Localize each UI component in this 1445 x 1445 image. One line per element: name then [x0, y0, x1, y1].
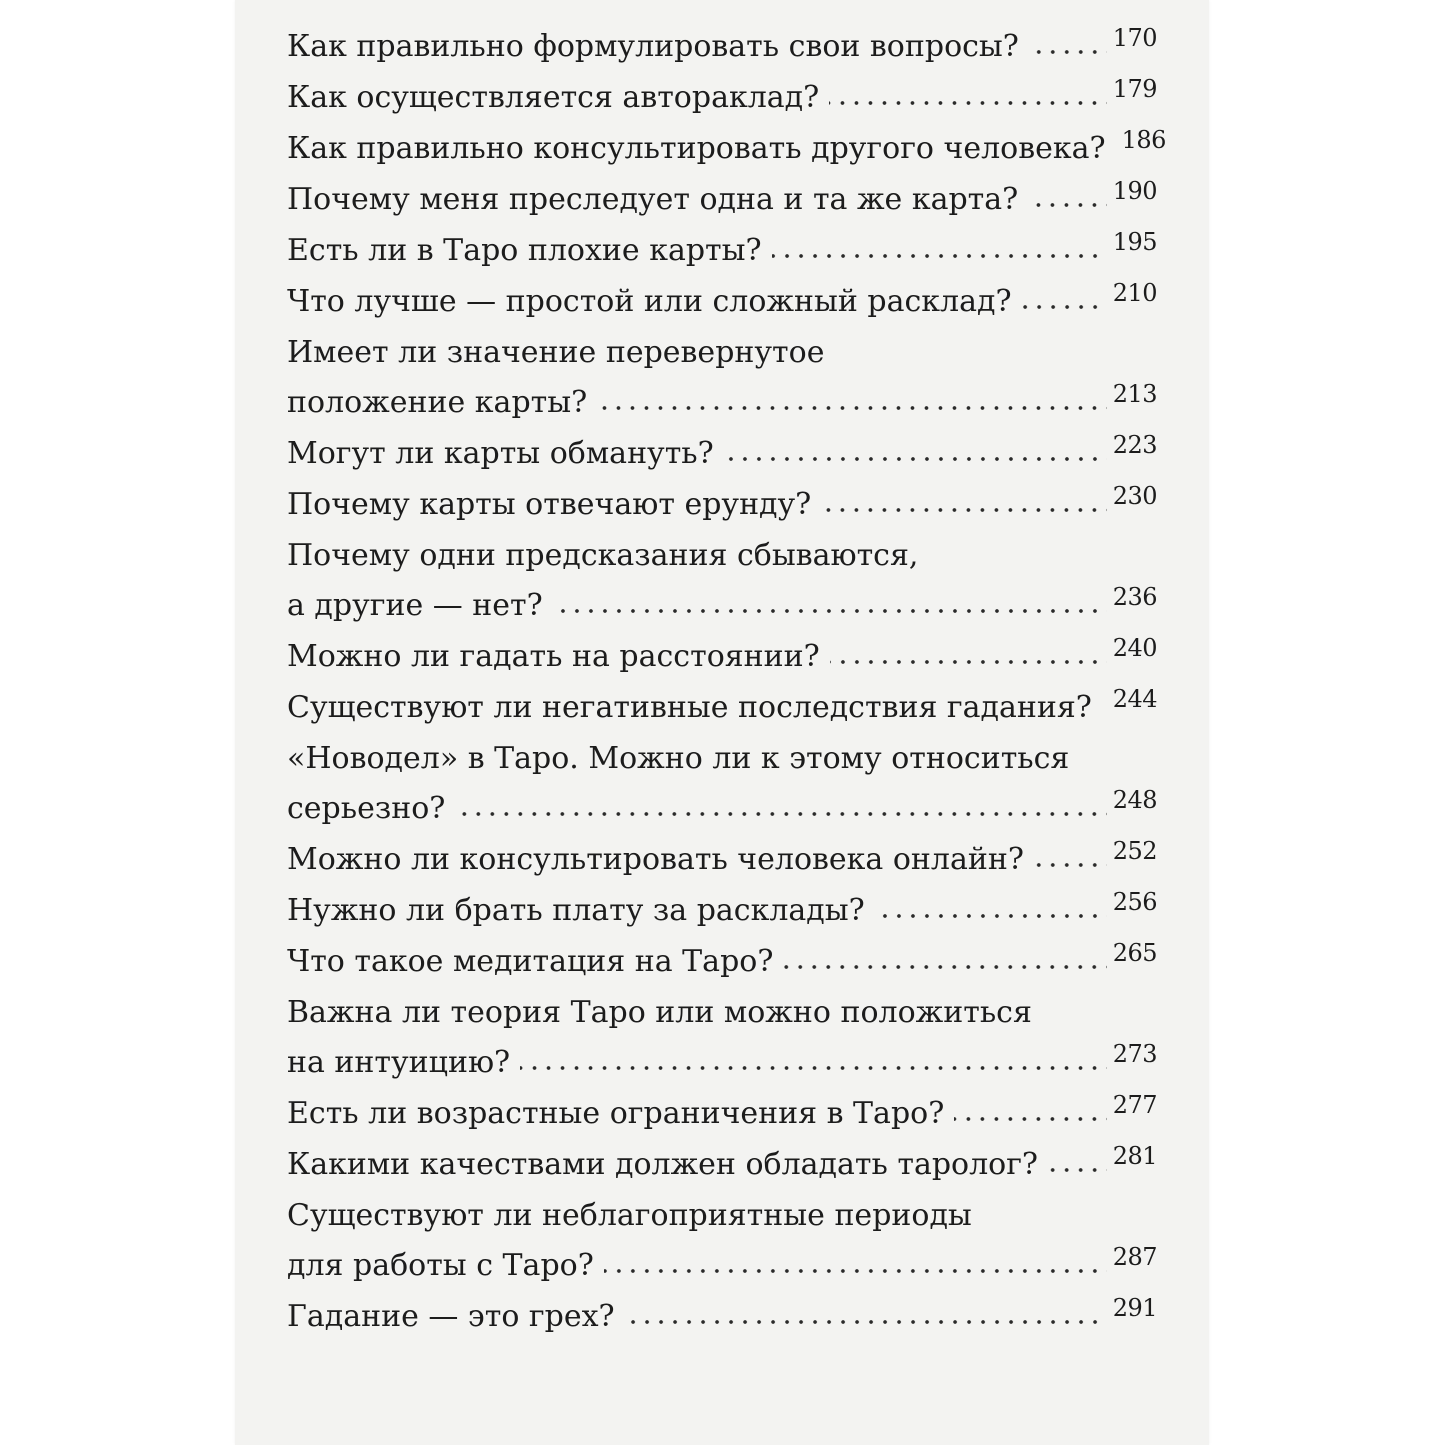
- toc-entry-title: Можно ли консультировать человека онлайн?: [287, 842, 1024, 877]
- toc-entry-title: серьезно?: [287, 791, 446, 826]
- toc-entry-title: Как осуществляется автораклад?: [287, 80, 820, 115]
- toc-entry-title: для работы с Таро?: [287, 1248, 594, 1283]
- toc-entry-title-line1: Имеет ли значение перевернутое: [287, 335, 825, 370]
- dot-leader: [597, 406, 1106, 412]
- toc-page-number: 170: [1112, 24, 1157, 52]
- dot-leader: [1102, 711, 1107, 717]
- toc-entry-title-line1: Существуют ли неблагоприятные периоды: [287, 1198, 972, 1233]
- toc-entry-title: Существуют ли негативные последствия гадания?: [287, 690, 1092, 725]
- toc-entry: [287, 937, 1157, 988]
- toc-entry-title: Как правильно консультировать другого человека?: [287, 131, 1106, 166]
- toc-entry: [287, 226, 1157, 277]
- toc-entry: [287, 22, 1157, 73]
- dot-leader: [553, 609, 1107, 615]
- toc-entry-title: Почему карты отвечают ерунду?: [287, 487, 812, 522]
- toc-page-number: 291: [1112, 1294, 1157, 1322]
- dot-leader: [783, 965, 1106, 971]
- toc-entry-title-line1: Почему одни предсказания сбываются,: [287, 538, 919, 573]
- toc-page-number: 277: [1112, 1091, 1157, 1119]
- toc-entry: [287, 734, 1157, 835]
- toc-entry-title: Какими качествами должен обладать таролог?: [287, 1147, 1039, 1182]
- toc-entry: [287, 835, 1157, 886]
- dot-leader: [1028, 203, 1106, 209]
- dot-leader: [604, 1269, 1107, 1275]
- toc-entry: [287, 988, 1157, 1089]
- toc-entry-title: а другие — нет?: [287, 588, 543, 623]
- toc-entry-title: Нужно ли брать плату за расклады?: [287, 893, 865, 928]
- toc-entry: [287, 328, 1157, 429]
- toc-entry-title: Можно ли гадать на расстоянии?: [287, 639, 820, 674]
- toc-entry-title: Есть ли в Таро плохие карты?: [287, 233, 762, 268]
- book-page: [235, 0, 1209, 1445]
- toc-page-number: 230: [1112, 482, 1157, 510]
- toc-entry-title: Почему меня преследует одна и та же карта?: [287, 182, 1019, 217]
- dot-leader: [1034, 863, 1107, 869]
- dot-leader: [724, 457, 1107, 463]
- toc-page-number: 210: [1112, 279, 1157, 307]
- toc-page-number: 186: [1121, 126, 1166, 154]
- toc-entry: [287, 277, 1157, 328]
- dot-leader: [1048, 1168, 1107, 1174]
- toc-page-number: 190: [1112, 177, 1157, 205]
- toc-page-number: 244: [1112, 685, 1157, 713]
- toc-entry: [287, 480, 1157, 531]
- dot-leader: [821, 508, 1106, 514]
- toc-entry: [287, 531, 1157, 632]
- toc-entry: [287, 1191, 1157, 1292]
- dot-leader: [829, 101, 1106, 107]
- dot-leader: [1022, 305, 1107, 311]
- toc-entry-title: Что лучше — простой или сложный расклад?: [287, 284, 1012, 319]
- toc-entry-title: Могут ли карты обмануть?: [287, 436, 714, 471]
- toc-page-number: 236: [1112, 583, 1157, 611]
- toc-page-number: 195: [1112, 228, 1157, 256]
- table-of-contents: [287, 22, 1166, 1343]
- toc-page-number: 240: [1112, 634, 1157, 662]
- toc-page-number: 179: [1112, 75, 1157, 103]
- toc-entry-title: Гадание — это грех?: [287, 1299, 615, 1334]
- toc-entry: [287, 1140, 1157, 1191]
- toc-entry: [287, 683, 1157, 734]
- toc-entry-title-line1: «Новодел» в Таро. Можно ли к этому относиться: [287, 741, 1070, 776]
- toc-entry-title: Что такое медитация на Таро?: [287, 944, 774, 979]
- toc-page-number: 281: [1112, 1142, 1157, 1170]
- toc-entry: [287, 1292, 1157, 1343]
- toc-entry-title: на интуицию?: [287, 1045, 511, 1080]
- toc-entry-title-line1: Важна ли теория Таро или можно положиться: [287, 995, 1032, 1030]
- toc-entry-title: положение карты?: [287, 385, 588, 420]
- toc-page-number: 252: [1112, 837, 1157, 865]
- dot-leader: [830, 660, 1107, 666]
- toc-page-number: 213: [1112, 380, 1157, 408]
- toc-entry: [287, 124, 1166, 175]
- toc-page-number: 287: [1112, 1243, 1157, 1271]
- toc-entry-title: Есть ли возрастные ограничения в Таро?: [287, 1096, 945, 1131]
- dot-leader: [1029, 50, 1107, 56]
- toc-page-number: 265: [1112, 939, 1157, 967]
- toc-page-number: 223: [1112, 431, 1157, 459]
- toc-entry: [287, 175, 1157, 226]
- dot-leader: [520, 1066, 1107, 1072]
- dot-leader: [625, 1320, 1107, 1326]
- dot-leader: [455, 812, 1106, 818]
- dot-leader: [772, 254, 1107, 260]
- toc-page-number: 256: [1112, 888, 1157, 916]
- toc-entry: [287, 1089, 1157, 1140]
- dot-leader: [875, 914, 1107, 920]
- toc-entry: [287, 429, 1157, 480]
- toc-entry: [287, 73, 1157, 124]
- toc-entry: [287, 886, 1157, 937]
- toc-entry-title: Как правильно формулировать свои вопросы?: [287, 29, 1019, 64]
- toc-entry: [287, 632, 1157, 683]
- dot-leader: [954, 1117, 1106, 1123]
- toc-page-number: 248: [1112, 786, 1157, 814]
- toc-page-number: 273: [1112, 1040, 1157, 1068]
